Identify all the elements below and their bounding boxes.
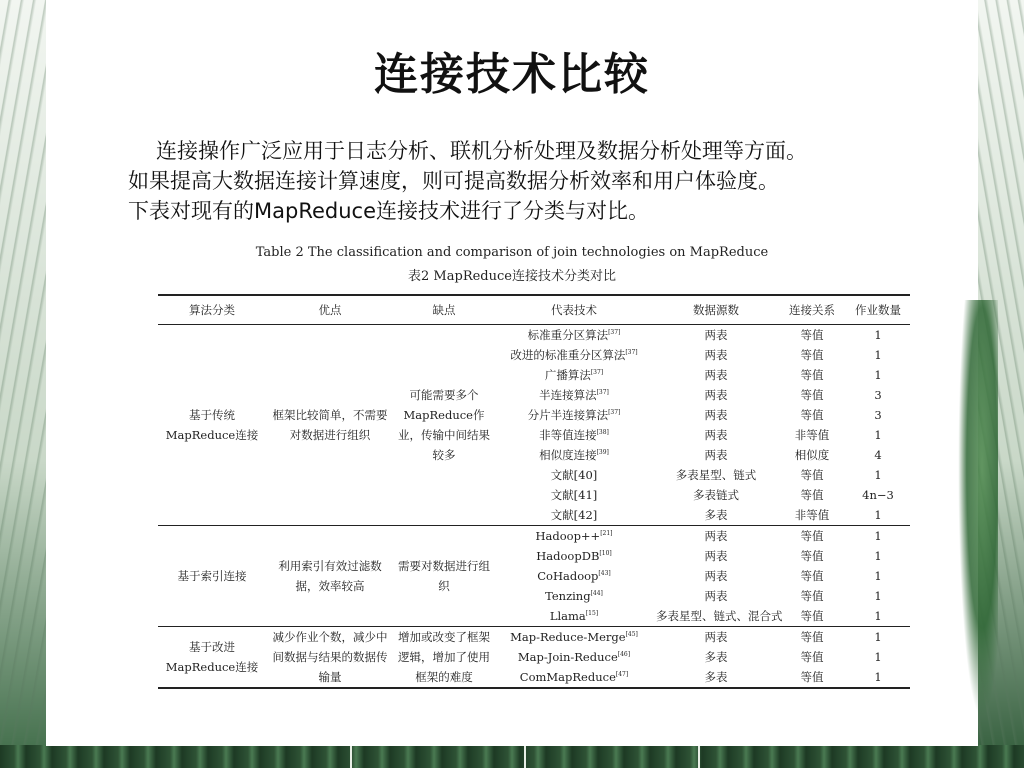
cell-jobs: 1 — [846, 667, 910, 688]
cell-sources: 多表 — [654, 667, 778, 688]
cell-jobs: 1 — [874, 328, 882, 342]
cell-tech — [494, 385, 654, 405]
tech-name: Tenzing — [545, 589, 591, 603]
tech-name: Map-Reduce-Merge — [510, 630, 626, 644]
cell-pros: 利用索引有效过滤数据，效率较高 — [266, 526, 394, 627]
cell-tech — [494, 526, 654, 547]
tech-reference: [45] — [625, 631, 638, 639]
cell-tech — [494, 485, 654, 505]
cell-jobs: 3 — [874, 408, 882, 422]
cell-jobs: 1 — [874, 529, 882, 543]
table-caption-english: Table 2 The classification and comparison of join technologies on MapReduce — [255, 245, 769, 260]
slide-title: 连接技术比较 — [374, 49, 650, 100]
cell-sources: 两表 — [704, 630, 728, 644]
tech-reference: [46] — [617, 651, 631, 659]
cell-relation: 非等值 — [778, 505, 846, 526]
tech-name: 分片半连接算法 — [527, 408, 609, 422]
table-row — [158, 325, 910, 346]
cell-jobs: 1 — [874, 428, 882, 442]
cell-category: 基于改进 MapReduce连接 — [158, 627, 266, 689]
background-bottom-strip — [0, 745, 1024, 768]
cell-pros: 框架比较简单，不需要对数据进行组织 — [266, 325, 394, 526]
tech-reference: [37] — [596, 389, 609, 397]
tech-name: 标准重分区算法 — [527, 328, 609, 342]
tech-reference: [15] — [585, 610, 599, 618]
cell-category: 基于传统 MapReduce连接 — [158, 325, 266, 526]
cell-tech — [494, 627, 654, 648]
cell-jobs: 1 — [874, 348, 882, 362]
cell-sources: 多表星型、链式 — [675, 468, 757, 482]
tech-reference: [43] — [598, 570, 611, 578]
tech-reference: [38] — [596, 429, 609, 437]
cell-relation: 等值 — [800, 589, 824, 603]
tech-name: HadoopDB — [536, 549, 600, 563]
cell-cons: 可能需要多个MapReduce作业，传输中间结果较多 — [394, 325, 494, 526]
cell-jobs: 3 — [874, 388, 882, 402]
header-category: 算法分类 — [158, 295, 266, 325]
cell-relation: 等值 — [800, 630, 824, 644]
header-relation: 连接关系 — [778, 295, 846, 325]
cell-tech — [494, 465, 654, 485]
cell-relation: 等值 — [800, 569, 824, 583]
cell-jobs: 1 — [874, 569, 882, 583]
cell-relation: 等值 — [778, 606, 846, 627]
header-cons: 缺点 — [394, 295, 494, 325]
cell-jobs: 1 — [874, 650, 882, 664]
cell-tech — [494, 667, 654, 688]
cell-sources: 两表 — [704, 388, 728, 402]
table-header-row — [158, 295, 910, 325]
cell-relation: 相似度 — [794, 448, 830, 462]
cell-relation: 等值 — [778, 667, 846, 688]
tech-name: Llama — [549, 609, 586, 623]
tech-reference: [37] — [608, 329, 621, 337]
cell-relation: 非等值 — [794, 428, 830, 442]
cell-jobs: 1 — [874, 630, 882, 644]
strip-divider — [524, 745, 526, 768]
cell-sources: 两表 — [704, 549, 728, 563]
comparison-table-wrapper — [158, 294, 910, 689]
cell-relation: 等值 — [800, 388, 824, 402]
cell-sources: 两表 — [704, 408, 728, 422]
cell-sources: 两表 — [704, 428, 728, 442]
tech-name: ComMapReduce — [519, 670, 616, 684]
background-left-foliage — [0, 0, 46, 768]
cell-tech — [494, 365, 654, 385]
strip-divider — [698, 745, 700, 768]
cell-tech — [494, 647, 654, 667]
strip-divider — [350, 745, 352, 768]
tech-name: 广播算法 — [544, 368, 591, 382]
cell-sources: 两表 — [704, 328, 728, 342]
tech-name: 相似度连接 — [539, 448, 597, 462]
cell-tech — [494, 425, 654, 445]
cell-jobs: 1 — [846, 505, 910, 526]
header-pros: 优点 — [266, 295, 394, 325]
intro-line-2: 如果提高大数据连接计算速度，则可提高数据分析效率和用户体验度。 — [128, 169, 779, 193]
intro-paragraph — [128, 136, 968, 226]
cell-tech — [494, 566, 654, 586]
cell-sources: 多表链式 — [693, 488, 739, 502]
cell-tech — [494, 586, 654, 606]
cell-relation: 等值 — [800, 529, 824, 543]
cell-jobs: 1 — [874, 589, 882, 603]
table-row — [158, 526, 910, 547]
cell-relation: 等值 — [800, 368, 824, 382]
cell-sources: 多表星型、链式、混合式 — [654, 606, 778, 627]
tech-reference: [37] — [590, 369, 604, 377]
tech-name: 半连接算法 — [539, 388, 597, 402]
cell-cons: 需要对数据进行组织 — [394, 526, 494, 627]
table-caption-chinese: 表2 MapReduce连接技术分类对比 — [408, 269, 616, 284]
header-jobs: 作业数量 — [846, 295, 910, 325]
cell-cons: 增加或改变了框架逻辑，增加了使用框架的难度 — [394, 627, 494, 689]
intro-line-3: 下表对现有的MapReduce连接技术进行了分类与对比。 — [128, 199, 649, 223]
cell-category: 基于索引连接 — [158, 526, 266, 627]
slide — [46, 0, 978, 746]
cell-tech — [494, 445, 654, 465]
table-body — [158, 325, 910, 689]
header-tech: 代表技术 — [494, 295, 654, 325]
cell-relation: 等值 — [800, 328, 824, 342]
cell-tech — [494, 325, 654, 346]
tech-reference: [10] — [599, 550, 612, 558]
cell-relation: 等值 — [800, 348, 824, 362]
tech-reference: [37] — [608, 409, 621, 417]
cell-tech — [494, 546, 654, 566]
cell-tech — [494, 505, 654, 526]
cell-pros: 减少作业个数，减少中间数据与结果的数据传输量 — [266, 627, 394, 689]
tech-reference: [47] — [615, 671, 629, 679]
cell-tech — [494, 405, 654, 425]
tech-name: 文献[42] — [550, 508, 598, 522]
cell-jobs: 1 — [874, 468, 882, 482]
tech-name: 改进的标准重分区算法 — [510, 348, 626, 362]
comparison-table — [158, 294, 910, 689]
cell-sources: 多表 — [704, 650, 728, 664]
cell-jobs: 1 — [874, 549, 882, 563]
cell-sources: 两表 — [704, 569, 728, 583]
cell-relation: 等值 — [800, 408, 824, 422]
table-row — [158, 627, 910, 648]
tech-reference: [44] — [590, 590, 603, 598]
leaf-decoration — [958, 300, 998, 720]
tech-name: CoHadoop — [537, 569, 599, 583]
tech-name: 文献[41] — [550, 488, 598, 502]
cell-sources: 两表 — [704, 529, 728, 543]
cell-relation: 等值 — [800, 488, 824, 502]
cell-sources: 两表 — [704, 589, 728, 603]
cell-tech — [494, 345, 654, 365]
tech-name: 文献[40] — [550, 468, 598, 482]
cell-sources: 两表 — [704, 368, 728, 382]
cell-jobs: 4n−3 — [862, 488, 894, 502]
cell-tech — [494, 606, 654, 627]
cell-jobs: 1 — [874, 368, 882, 382]
cell-sources: 两表 — [704, 448, 728, 462]
header-sources: 数据源数 — [654, 295, 778, 325]
tech-name: 非等值连接 — [539, 428, 597, 442]
cell-jobs: 1 — [846, 606, 910, 627]
tech-name: Map-Join-Reduce — [517, 650, 618, 664]
tech-name: Hadoop++ — [535, 529, 601, 543]
cell-sources: 多表 — [654, 505, 778, 526]
cell-relation: 等值 — [800, 650, 824, 664]
cell-jobs: 4 — [874, 448, 882, 462]
intro-line-1: 连接操作广泛应用于日志分析、联机分析处理及数据分析处理等方面。 — [156, 139, 807, 163]
cell-relation: 等值 — [800, 468, 824, 482]
tech-reference: [39] — [596, 449, 609, 457]
cell-relation: 等值 — [800, 549, 824, 563]
tech-reference: [37] — [625, 349, 638, 357]
cell-sources: 两表 — [704, 348, 728, 362]
tech-reference: [21] — [600, 530, 613, 538]
